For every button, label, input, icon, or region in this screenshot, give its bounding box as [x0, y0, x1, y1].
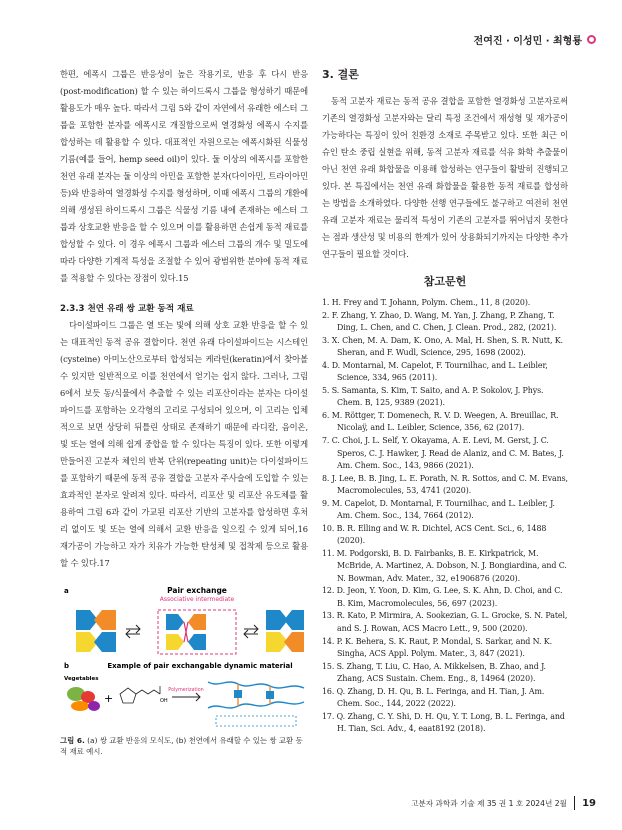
- body-paragraph-disulfide: 다이설파이드 그룹은 열 또는 빛에 의해 상호 교환 반응을 할 수 있는 대표적인 동적 공유 결합이다. 천연 유래 다이설파이드는 시스테인(cysteine) 아미노산으로부터 합성되는 케라틴(keratin)에서 찾아볼 수 있지만 일반적으로 이를 천연에서 얻기는 쉽지 않다. 그러나, 그림 6에서 보듯 동/식물에서 추출할 수 있는 리포산이라는 분자는 다이설파이드를 포함하는 오각형의 고리로 구성되어 있으며, 이 고리는 입체적으로 보면 상당히 뒤틀린 상태로 존재하기 때문에 라디칼, 음이온, 빛 또는 열에 의해 쉽게 중합을 할 수 있다는 특징이 있다. 또한 이렇게 만들어진 고분자 체인의 반복 단위(repeating unit)는 다이설파이드를 포함하기 때문에 동적 공유 결합을 고분자 주사슬에 도입할 수 있는 효과적인 분자로 알려져 있다. 따라서, 리포산 및 리포산 유도체를 활용하여 그림 6과 같이 가교된 리포산 기반의 고분자를 합성하면 후처리 없이도 빛 또는 열에 의해서 교환 반응을 일으킬 수 있게 되어,16 재가공이 가능하고 자가 치유가 가능한 탄성체 및 접착제 등으로 활용할 수 있다.17: [60, 320, 308, 568]
- plus-icon: +: [104, 692, 114, 705]
- reference-item: 4. D. Montarnal, M. Capelot, F. Tournilhac, and L. Leibler, Science, 334, 965 (2011).: [322, 360, 548, 383]
- left-column: [60, 66, 308, 757]
- references-heading: 참고문헌: [423, 275, 467, 288]
- reference-item: 17. Q. Zhang, C. Y. Shi, D. H. Qu, Y. T. Long, B. L. Feringa, and H. Tian, Sci. Adv., 4, eaat8192 (2018).: [322, 711, 565, 734]
- panel-b-label: b: [64, 662, 70, 670]
- header-authors: 전여진 · 이성민 · 최형룡: [473, 36, 582, 47]
- running-header: [474, 32, 596, 47]
- figure-caption-text: (a) 쌍 교환 반응의 모식도, (b) 천연에서 유래할 수 있는 쌍 교환 동적 재료 예시.: [60, 736, 303, 756]
- figure-6-diagram: [60, 584, 308, 730]
- reference-item: 10. B. R. Elling and W. R. Dichtel, ACS Cent. Sci., 6, 1488 (2020).: [322, 523, 547, 546]
- label-oh: OH: [160, 698, 168, 704]
- panel-a-title: Pair exchange: [167, 586, 227, 595]
- conclusion-paragraph: 동적 고분자 재료는 동적 공유 결합을 포함한 열경화성 고분자로써 기존의 열경화성 고분자와는 달리 특정 조건에서 재성형 및 재가공이 가능하다는 특징이 있어 친환경 소재로 주목받고 있다. 또한 최근 이슈인 탄소 중립 실현을 위해, 동적 고분자 재료를 석유 화학 추출물이 아닌 천연 유래 화합물을 이용해 합성하는 연구들이 활발히 진행되고 있다. 본 특집에서는 천연 유래 화합물을 활용한 동적 재료를 합성하는 방법을 소개하였다. 다양한 선행 연구들에도 불구하고 여전히 천연 유래 고분자 재료는 물리적 특성이 기존의 고분자를 뛰어넘지 못한다는 점과 생산성 및 비용의 한계가 있어 상용화되기까지는 다양한 추가 연구들이 필요할 것이다.: [322, 96, 568, 259]
- reference-item: 1. H. Frey and T. Johann, Polym. Chem., 11, 8 (2020).: [322, 298, 531, 307]
- reference-item: 15. S. Zhang, T. Liu, C. Hao, A. Mikkelsen, B. Zhao, and J. Zhang, ACS Sustain. Chem. Eng., 8, 14964 (2020).: [322, 661, 546, 683]
- pair-exchange-intermediate: [158, 610, 236, 654]
- reference-item: 2. F. Zhang, Y. Zhao, D. Wang, M. Yan, J. Zhang, P. Zhang, T. Ding, L. Chen, and C. Chen, J. Clean. Prod., 282, (2021).: [322, 310, 557, 333]
- reference-item: 16. Q. Zhang, D. H. Qu, B. L. Feringa, and H. Tian, J. Am. Chem. Soc., 144, 2022 (2022).: [322, 686, 545, 708]
- conclusion-heading: 3. 결론: [322, 68, 359, 81]
- label-polymerization: Polymerization: [168, 688, 204, 693]
- reference-item: 8. J. Lee, B. B. Jing, L. E. Porath, N. R. Sottos, and C. M. Evans, Macromolecules, 53, 4741 (2020).: [322, 473, 568, 495]
- figure-caption: [60, 735, 308, 757]
- page-number: 19: [582, 797, 596, 809]
- reference-item: 9. M. Capelot, D. Montarnal, F. Tournilhac, and L. Leibler, J. Am. Chem. Soc., 134, 7664 (2012).: [322, 498, 555, 521]
- running-footer: [411, 796, 596, 810]
- panel-a-label: a: [64, 587, 69, 595]
- pair-exchange-state-1: [76, 610, 116, 652]
- pair-exchange-state-2: [266, 610, 304, 652]
- subsection-title: 2.3.3 천연 유래 쌍 교환 동적 재료: [60, 304, 194, 314]
- body-paragraph-epoxy: 한편, 에폭시 그룹은 반응성이 높은 작용기로, 반응 후 다시 반응(post-modification) 할 수 있는 하이드록시 그룹을 형성하기 때문에 활용도가 매우 높다. 따라서 그림 5와 같이 자연에서 유래한 에스터 그룹을 포함한 분자를 에폭시로 개질함으로써 열경화성 에폭시 수지를 합성하는 데 활용할 수 있다. 대표적인 자원으로는 에폭시화된 식물성 기름(예를 들어, hemp seed oil)이 있다. 둘 이상의 에폭시를 포함한 천연 유래 분자는 둘 이상의 아민을 포함한 분자(다이아민, 트라이아민 등)와 반응하여 열경화성 수지를 형성하며, 이때 에폭시 그룹의 개환에 의해 생성된 하이드록시 그룹은 식물성 기름 내에 존재하는 에스터 그룹과 상호교환 반응을 할 수 있으며 이를 활용하면 손쉽게 동적 재료를 합성할 수 있다. 이 경우 에폭시 그룹과 에스터 그룹의 개수 및 밀도에 따라 다양한 기계적 특성을 조절할 수 있어 광범위한 분야에 동적 재료를 적용할 수 있다는 장점이 있다.15: [60, 69, 308, 283]
- header-circle-icon: [587, 35, 596, 44]
- polymer-network-icon: [208, 682, 304, 726]
- panel-b-title: Example of pair exchangable dynamic material: [107, 662, 293, 670]
- reference-item: 6. M. Röttger, T. Domenech, R. V. D. Weegen, A. Breuillac, R. Nicolaÿ, and L. Leibler, Science, 356, 62 (2017).: [322, 411, 559, 433]
- vegetables-icon: [67, 687, 100, 711]
- reference-item: 13. R. Kato, P. Mirmira, A. Sookezian, G. L. Grocke, S. N. Patel, and S. J. Rowan, ACS Macro Lett., 9, 500 (2020).: [322, 611, 568, 633]
- footer-journal-info: 고분자 과학과 기술 제 35 권 1 호 2024년 2월: [411, 798, 567, 808]
- reference-item: 5. S. Samanta, S. Kim, T. Saito, and A. P. Sokolov, J. Phys. Chem. B, 125, 9389 (2021).: [322, 386, 544, 408]
- reference-item: 11. M. Podgorski, B. D. Fairbanks, B. E. Kirkpatrick, M. McBride, A. Martinez, A. Dobson, N. J. Bongiardina, and C. N. Bowman, Adv. Mater., 32, e1906876 (2020).: [322, 548, 567, 583]
- label-vegetables: Vegetables: [64, 676, 99, 682]
- reference-item: 12. D. Jeon, Y. Yoon, D. Kim, G. Lee, S. K. Ahn, D. Choi, and C. B. Kim, Macromolecules, 56, 697 (2023).: [322, 586, 563, 608]
- polymerization-arrow-icon: [172, 693, 200, 701]
- reference-item: 7. C. Choi, J. L. Self, Y. Okayama, A. E. Levi, M. Gerst, J. C. Speros, C. J. Hawker, J. Read de Alaniz, and C. M. Bates, J. Am. Chem. Soc., 143, 9866 (2021).: [322, 436, 564, 470]
- right-column: [322, 66, 568, 736]
- panel-a-subtitle: Associative intermediate: [159, 596, 235, 603]
- figure-caption-label: 그림 6.: [60, 736, 85, 745]
- figure-6: [60, 584, 308, 730]
- reference-item: 14. P. K. Behera, S. K. Raut, P. Mondal, S. Sarkar, and N. K. Singha, ACS Appl. Polym. Mater., 3, 847 (2021).: [322, 636, 552, 658]
- lipoic-acid-structure-icon: [120, 686, 168, 704]
- reference-item: 3. X. Chen, M. A. Dam, K. Ono, A. Mal, H. Shen, S. R. Nutt, K. Sheran, and F. Wudl, Science, 295, 1698 (2002).: [322, 335, 563, 358]
- references-list: [322, 297, 568, 735]
- footer-divider: [574, 796, 575, 810]
